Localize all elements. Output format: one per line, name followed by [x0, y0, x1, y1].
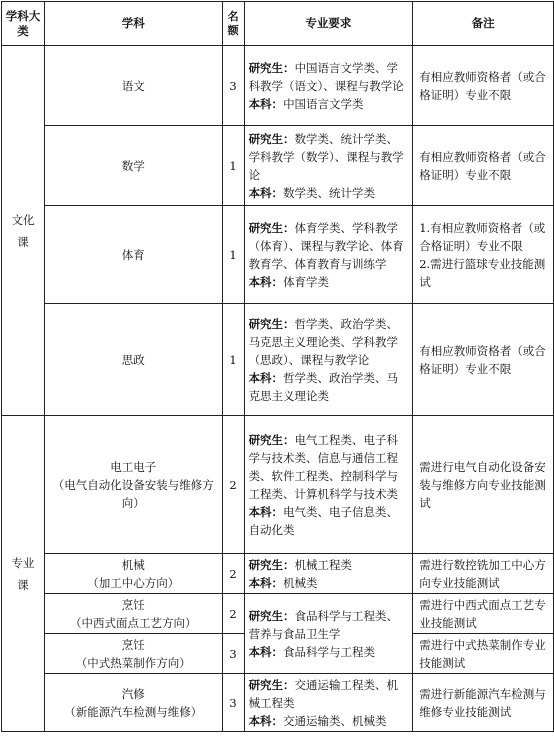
grad-label: 研究生： [248, 60, 295, 75]
quota-cell: 1 [222, 126, 244, 206]
subject-name: 电工电子 [110, 459, 157, 474]
grad-label: 研究生： [248, 608, 295, 623]
category-professional-text: 专业课 [11, 555, 35, 592]
ug-label: 本科： [248, 575, 284, 590]
header-requirement: 专业要求 [244, 2, 413, 46]
ug-majors: 交通运输类、机械类 [283, 713, 387, 728]
requirement-cell [244, 416, 413, 554]
ug-label: 本科： [248, 370, 284, 385]
grad-majors: 体育学类、学科教学（体育）、课程与教学论、体育教育学、体育教育与训练学 [248, 220, 404, 271]
category-culture-text: 文化课 [11, 212, 35, 249]
ug-majors: 体育学类 [283, 274, 330, 289]
subject-name: 机械 [121, 557, 145, 572]
remark-line-2: 2.需进行篮球专业技能测试 [419, 256, 546, 289]
header-quota-text: 名额 [227, 9, 239, 37]
requirement-cell [244, 304, 413, 416]
header-subject: 学科 [44, 2, 222, 46]
subject-cell [44, 554, 222, 594]
remark-cell: 需进行中西式面点工艺专业技能测试 [413, 594, 554, 634]
grad-majors: 中国语言文学类、学科教学（语文）、课程与教学论 [248, 60, 404, 93]
subject-direction: （电气自动化设备安装与维修方向） [52, 477, 214, 510]
ug-majors: 食品科学与工程类 [283, 644, 376, 659]
ug-label: 本科： [248, 96, 284, 111]
subject-cell: 体育 [44, 206, 222, 304]
quota-cell: 3 [222, 674, 244, 732]
ug-majors: 数学类、统计学类 [283, 185, 376, 200]
table-row [2, 554, 554, 594]
subject-cell: 思政 [44, 304, 222, 416]
recruitment-table [1, 1, 554, 732]
category-professional [2, 416, 45, 732]
grad-majors: 哲学类、政治学类、马克思主义理论类、学科教学（思政）、课程与教学论 [248, 316, 399, 367]
table-row [2, 594, 554, 634]
ug-majors: 机械类 [283, 575, 318, 590]
table-row [2, 674, 554, 732]
subject-direction: （加工中心方向） [87, 575, 180, 590]
quota-cell: 3 [222, 46, 244, 126]
quota-cell: 2 [222, 594, 244, 634]
subject-cell [44, 634, 222, 674]
remark-cell: 需进行新能源汽车检测与维修专业技能测试 [413, 674, 554, 732]
subject-direction: （中式热菜制作方向） [75, 655, 191, 670]
remark-cell: 有相应教师资格者（或合格证明）专业不限 [413, 46, 554, 126]
header-category-text: 学科大类 [5, 8, 41, 38]
subject-name: 烹饪 [121, 637, 145, 652]
subject-name: 汽修 [121, 686, 145, 701]
grad-label: 研究生： [248, 131, 295, 146]
header-row [2, 2, 554, 46]
ug-label: 本科： [248, 274, 284, 289]
table-row [2, 46, 554, 126]
ug-majors: 电气类、电子信息类、自动化类 [248, 504, 399, 537]
remark-cell: 需进行数控铣加工中心方向专业技能测试 [413, 554, 554, 594]
subject-name: 烹饪 [121, 597, 145, 612]
subject-cell [44, 594, 222, 634]
ug-majors: 哲学类、政治学类、马克思主义理论类 [248, 370, 399, 403]
subject-cell: 语文 [44, 46, 222, 126]
subject-cell [44, 416, 222, 554]
grad-label: 研究生： [248, 557, 295, 572]
ug-label: 本科： [248, 504, 284, 519]
grad-label: 研究生： [248, 677, 295, 692]
grad-majors: 机械工程类 [294, 557, 353, 572]
remark-cell: 需进行中式热菜制作专业技能测试 [413, 634, 554, 674]
header-remarks: 备注 [413, 2, 554, 46]
table-row [2, 416, 554, 554]
subject-cell [44, 674, 222, 732]
grad-label: 研究生： [248, 220, 295, 235]
grad-majors: 数学类、统计学类、学科教学（数学）、课程与教学论 [248, 131, 404, 182]
requirement-cell [244, 126, 413, 206]
ug-label: 本科： [248, 713, 284, 728]
grad-label: 研究生： [248, 432, 295, 447]
quota-cell: 1 [222, 206, 244, 304]
quota-cell: 2 [222, 416, 244, 554]
header-quota [222, 2, 244, 46]
grad-majors: 食品科学与工程类、营养与食品卫生学 [248, 608, 399, 641]
quota-cell: 1 [222, 304, 244, 416]
table-row [2, 304, 554, 416]
ug-majors: 中国语言文学类 [283, 96, 364, 111]
header-category [2, 2, 45, 46]
requirement-cell [244, 206, 413, 304]
table-row [2, 126, 554, 206]
grad-majors: 电气工程类、电子科学与技术类、信息与通信工程类、软件工程类、控制科学与工程类、计算机科学与技术类 [248, 432, 399, 501]
quota-cell: 3 [222, 634, 244, 674]
grad-label: 研究生： [248, 316, 295, 331]
requirement-cell [244, 554, 413, 594]
requirement-cell [244, 46, 413, 126]
subject-direction: （新能源汽车检测与维修） [64, 704, 203, 719]
remark-line-1: 1.有相应教师资格者（或合格证明）专业不限 [419, 220, 546, 253]
remark-cell: 需进行电气自动化设备安装与维修方向专业技能测试 [413, 416, 554, 554]
quota-cell: 2 [222, 554, 244, 594]
category-culture [2, 46, 45, 416]
remark-cell: 有相应教师资格者（或合格证明）专业不限 [413, 304, 554, 416]
subject-cell: 数学 [44, 126, 222, 206]
ug-label: 本科： [248, 644, 284, 659]
grad-majors: 交通运输工程类、机械工程类 [248, 677, 399, 710]
subject-direction: （中西式面点工艺方向） [70, 615, 197, 630]
table-row [2, 206, 554, 304]
ug-label: 本科： [248, 185, 284, 200]
remark-cell [413, 206, 554, 304]
remark-cell: 有相应教师资格者（或合格证明）专业不限 [413, 126, 554, 206]
requirement-cell [244, 594, 413, 674]
requirement-cell [244, 674, 413, 732]
